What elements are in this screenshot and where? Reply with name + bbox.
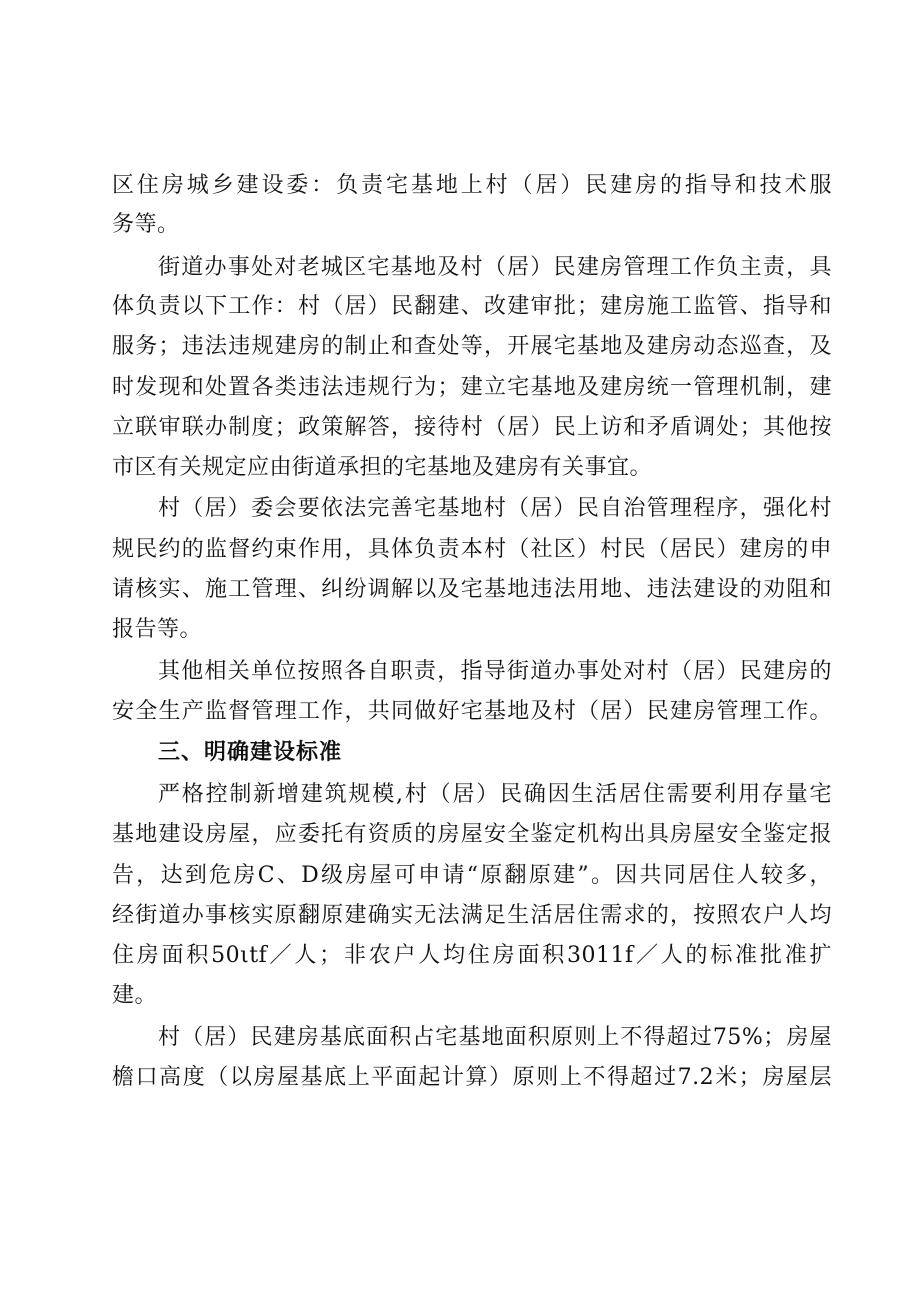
section-heading: 三、明确建设标准 <box>158 740 343 765</box>
text-line: 告，达到危房C、D级房屋可申请“原翻原建”。因共同居住人较多， <box>112 863 832 888</box>
text-line: 区住房城乡建设委：负责宅基地上村（居）民建房的指导和技术服 <box>112 173 832 198</box>
text-line: 村（居）委会要依法完善宅基地村（居）民自治管理程序，强化村 <box>158 496 832 521</box>
text-line: 请核实、施工管理、纠纷调解以及宅基地违法用地、违法建设的劝阻和 <box>112 577 832 602</box>
text-line: 住房面积50ιtf／人；非农户人均住房面积3011f／人的标准批准扩 <box>112 943 832 968</box>
text-line: 檐口高度（以房屋基底上平面起计算）原则上不得超过7.2米；房屋层 <box>112 1065 832 1090</box>
text-line: 基地建设房屋，应委托有资质的房屋安全鉴定机构出具房屋安全鉴定报 <box>112 822 832 847</box>
text-line: 体负责以下工作：村（居）民翻建、改建审批；建房施工监管、指导和 <box>112 294 832 319</box>
text-line: 规民约的监督约束作用，具体负责本村（社区）村民（居民）建房的申 <box>112 537 832 562</box>
text-line: 安全生产监督管理工作，共同做好宅基地及村（居）民建房管理工作。 <box>112 699 832 724</box>
text-line: 建。 <box>112 983 158 1008</box>
text-line: 其他相关单位按照各自职责，指导街道办事处对村（居）民建房的 <box>158 659 832 684</box>
text-line: 严格控制新增建筑规模,村（居）民确因生活居住需要利用存量宅 <box>158 782 832 807</box>
text-line: 村（居）民建房基底面积占宅基地面积原则上不得超过75%；房屋 <box>158 1025 832 1050</box>
text-line: 立联审联办制度；政策解答，接待村（居）民上访和矛盾调处；其他按 <box>112 415 832 440</box>
text-line: 市区有关规定应由街道承担的宅基地及建房有关事宜。 <box>112 455 653 480</box>
text-line: 时发现和处置各类违法违规行为；建立宅基地及建房统一管理机制，建 <box>112 375 832 400</box>
text-line: 服务；违法违规建房的制止和查处等，开展宅基地及建房动态巡查，及 <box>112 334 832 359</box>
text-line: 务等。 <box>112 212 180 237</box>
text-line: 经街道办事核实原翻原建确实无法满足生活居住需求的，按照农户人均 <box>112 903 832 928</box>
text-line: 街道办事处对老城区宅基地及村（居）民建房管理工作负主责，具 <box>158 255 832 280</box>
text-line: 报告等。 <box>112 617 203 642</box>
